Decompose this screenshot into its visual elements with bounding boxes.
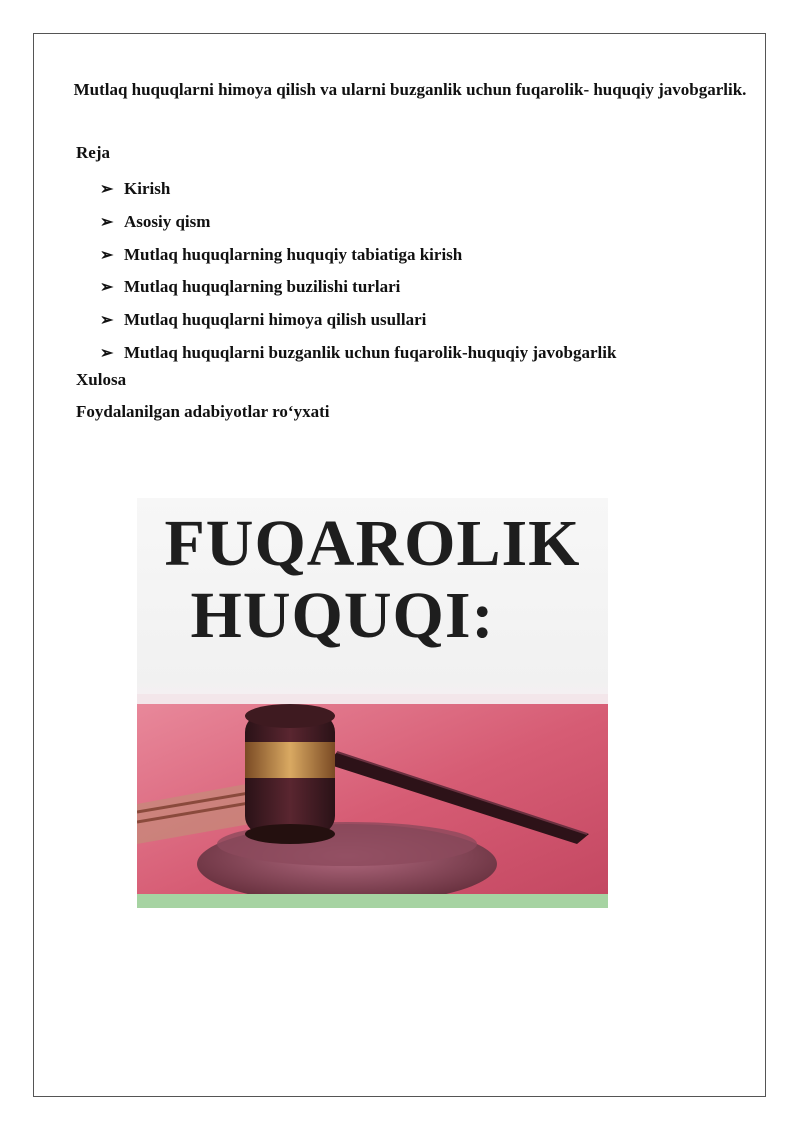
plan-item-label: Mutlaq huquqlarni buzganlik uchun fuqarolik-huquqiy javobgarlik	[124, 342, 617, 362]
cover-headline	[137, 498, 608, 654]
document-title: Mutlaq huquqlarni himoya qilish va ularni buzganlik uchun fuqarolik- huquqiy javobgarlik.	[73, 80, 747, 99]
arrow-bullet-icon: ➢	[100, 279, 114, 297]
cover-headline-line1: FUQAROLIK	[164, 507, 581, 580]
cover-headline-line2: HUQUQI:	[190, 579, 495, 652]
gavel-icon	[137, 694, 608, 894]
plan-item	[100, 304, 616, 337]
cover-image	[137, 498, 608, 908]
image-bottom-strip	[137, 894, 608, 908]
plan-item	[100, 173, 616, 206]
plan-item-label: Mutlaq huquqlarni himoya qilish usullari	[124, 310, 427, 330]
arrow-bullet-icon: ➢	[100, 344, 114, 362]
plan-item-label: Kirish	[124, 179, 171, 199]
arrow-bullet-icon: ➢	[100, 246, 114, 264]
arrow-bullet-icon: ➢	[100, 181, 114, 199]
arrow-bullet-icon: ➢	[100, 312, 114, 330]
plan-item	[100, 238, 616, 271]
plan-heading: Reja	[76, 143, 110, 162]
arrow-bullet-icon: ➢	[100, 214, 114, 232]
plan-item	[100, 271, 616, 304]
references-heading: Foydalanilgan adabiyotlar ro‘yxati	[76, 402, 330, 421]
plan-item-label: Asosiy qism	[124, 212, 211, 232]
plan-item-label: Mutlaq huquqlarning buzilishi turlari	[124, 277, 401, 297]
conclusion-heading: Xulosa	[76, 370, 127, 389]
plan-item	[100, 336, 616, 369]
plan-item-label: Mutlaq huquqlarning huquqiy tabiatiga kirish	[124, 244, 463, 264]
plan-item	[100, 206, 616, 239]
plan-list	[100, 173, 616, 369]
